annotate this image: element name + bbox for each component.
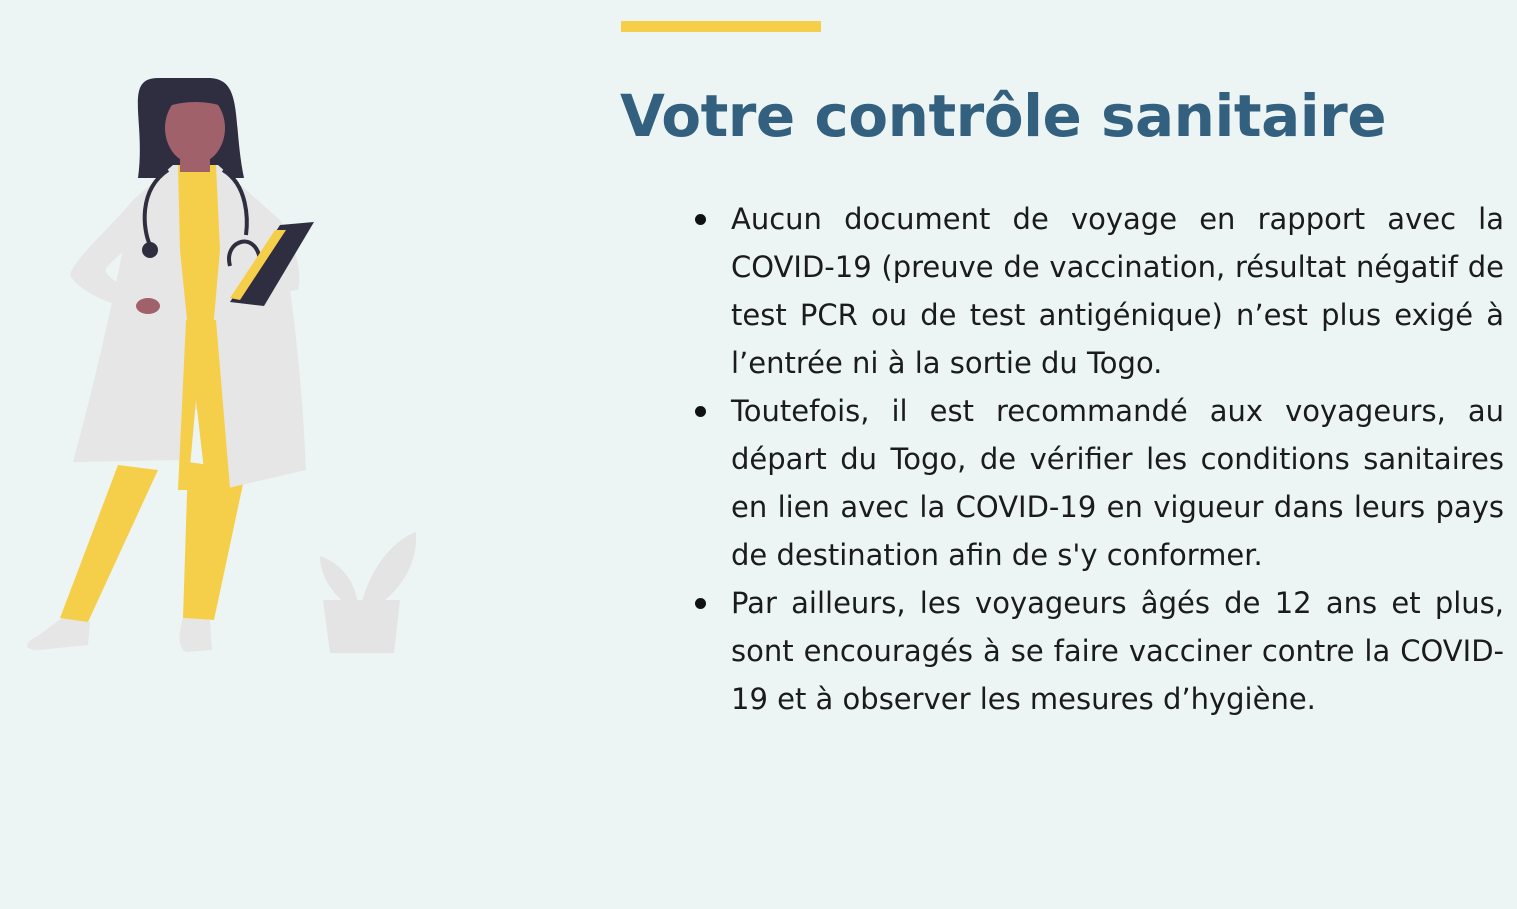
list-item-text: Aucun document de voyage en rapport avec la COVID-19 (preuve de vaccination, résultat négatif de test PCR ou de test antigénique) n’est plus exigé à l’entrée ni à la sortie du Togo. xyxy=(731,202,1504,380)
bullet-icon xyxy=(695,214,706,225)
page-title: Votre contrôle sanitaire xyxy=(620,82,1387,150)
list-item xyxy=(731,195,1504,387)
bullet-icon xyxy=(695,406,706,417)
left-shoe xyxy=(27,618,90,650)
left-leg xyxy=(60,465,158,622)
list-item xyxy=(731,579,1504,723)
list-item xyxy=(731,387,1504,579)
info-bullet-list xyxy=(731,195,1504,723)
doctor-illustration xyxy=(18,70,428,660)
right-shoe xyxy=(180,618,212,652)
list-item-text: Par ailleurs, les voyageurs âgés de 12 ans et plus, sont encouragés à se faire vacciner contre la COVID-19 et à observer les mesures d’hygiène. xyxy=(731,586,1504,716)
bullet-icon xyxy=(695,598,706,609)
potted-plant-icon xyxy=(320,532,416,653)
accent-bar xyxy=(621,21,821,32)
list-item-text: Toutefois, il est recommandé aux voyageurs, au départ du Togo, de vérifier les conditions sanitaires en lien avec la COVID-19 en vigueur dans leurs pays de destination afin de s'y conformer. xyxy=(731,394,1504,572)
